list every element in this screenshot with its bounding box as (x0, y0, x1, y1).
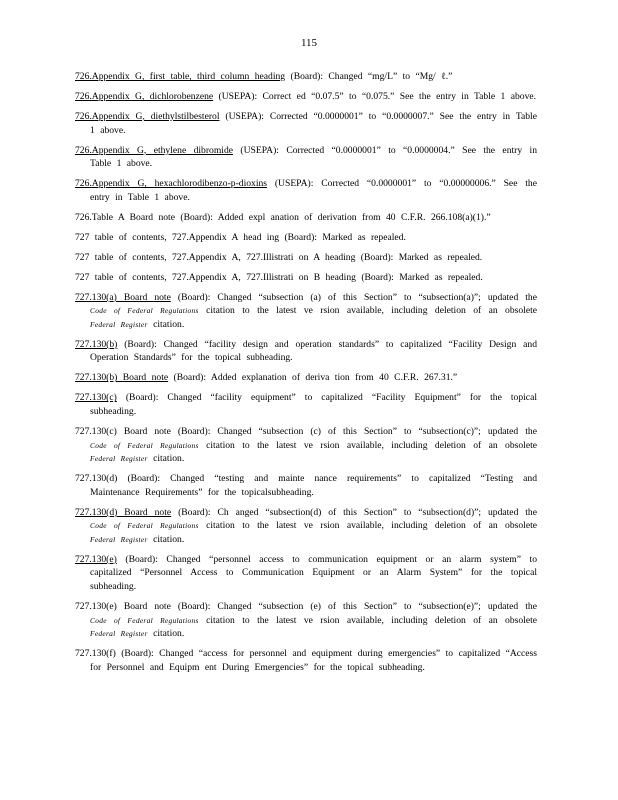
cfr-title: Code of Federal Regulations (90, 521, 199, 531)
entry-text: (Board): Ch anged “subsection(d) of this Section” to “subsection(d)”; updated the (171, 506, 537, 518)
entry-ref: 726.Appendix G, hexachlorodibenzo-p-dioxins (75, 178, 268, 190)
entry-text: (Board): Added explanation of deriva tion from 40 C.F.R. 267.31.” (168, 372, 458, 384)
entry-17 (75, 553, 537, 594)
entry-text: 727.130(f) (Board): Changed “access for personnel and equipment during emergencies” to capitalized “Access for Personnel and Equipm ent During Emergencies” for the topical subheading. (75, 648, 537, 673)
entry-text: 726.Table A Board note (Board): Added expl anation of derivation from 40 C.F.R. 266.108(a)(1).” (75, 211, 491, 223)
entry-16 (75, 506, 537, 547)
entry-12 (75, 371, 537, 385)
entry-7 (75, 231, 537, 245)
entry-text: (USEPA): Correct ed “0.07.5” to “0.075.” See the entry in Table 1 above. (213, 90, 537, 102)
entry-text: 727 table of contents, 727.Appendix A, 727.Illistrati on B heading (Board): Marked as repealed. (75, 271, 483, 283)
entry-10 (75, 291, 537, 332)
entry-ref: 726.Appendix G, first table, third column heading (75, 71, 286, 82)
entry-text-2: citation to the latest ve rsion available, including deletion of an obsolete (198, 520, 538, 532)
page-number: 115 (300, 37, 318, 49)
entry-11 (75, 338, 537, 365)
entry-text: 727 table of contents, 727.Appendix A head ing (Board): Marked as repealed. (75, 231, 406, 243)
entry-text: 727 table of contents, 727.Appendix A, 727.Illistrati on A heading (Board): Marked as repealed. (75, 251, 483, 263)
cfr-title: Code of Federal Regulations (90, 440, 199, 450)
entry-ref: 727.130(b) Board note (75, 372, 169, 384)
entry-ref: 727.130(c) (75, 392, 117, 404)
entry-text-2: citation to the latest ve rsion available, including deletion of an obsolete (198, 305, 538, 317)
entry-14 (75, 425, 537, 466)
entry-text-3: citation. (147, 628, 185, 640)
entry-text-3: citation. (147, 533, 185, 545)
entry-ref: 726.Appendix G, ethylene dibromide (75, 144, 234, 156)
entry-text: (USEPA): Corrected “0.0000001” to “0.0000007.” See the entry in Table 1 above. (90, 110, 537, 136)
federal-register-title: Federal Register (90, 454, 148, 464)
entry-4 (75, 144, 537, 171)
entry-9 (75, 271, 537, 285)
entry-ref: 727.130(d) Board note (75, 506, 172, 518)
entry-19 (75, 647, 537, 674)
entry-ref: 726.Appendix G, diethylstilbesterol (75, 110, 220, 122)
entry-15 (75, 472, 537, 499)
entry-6 (75, 211, 537, 225)
entry-1 (75, 70, 537, 84)
entry-text-2: citation to the latest ve rsion available, including deletion of an obsolete (198, 439, 538, 451)
cfr-title: Code of Federal Regulations (90, 306, 199, 316)
entry-13 (75, 391, 537, 418)
entry-text: 727.130(d) (Board): Changed “testing and mainte nance requirements” to capitalized “Testing and Maintenance Requirements” for the topicalsubheading. (75, 473, 537, 498)
entry-5 (75, 177, 537, 204)
entry-8 (75, 251, 537, 265)
cfr-title: Code of Federal Regulations (90, 615, 199, 625)
entry-text-3: citation. (147, 453, 185, 465)
entry-text: 727.130(c) Board note (Board): Changed “subsection (c) of this Section” to “subsection(c)”; updated the (75, 425, 537, 437)
federal-register-title: Federal Register (90, 534, 148, 544)
federal-register-title: Federal Register (90, 319, 148, 329)
entry-ref: 727.130(b) (75, 338, 118, 350)
entry-ref: 727.130(e) (75, 553, 117, 565)
entry-ref: 726.Appendix G, dichlorobenzene (75, 90, 214, 102)
entry-3 (75, 110, 537, 137)
entry-text-2: citation to the latest ve rsion available, including deletion of an obsolete (198, 614, 538, 626)
entry-text: (Board): Changed “personnel access to communication equipment or an alarm system” to capitalized “Personnel Access to Communication Equipment or an Alarm System” for the topical subheading. (90, 553, 537, 593)
entry-ref: 727.130(a) Board note (75, 291, 171, 303)
entry-text: (USEPA): Corrected “0.0000001” to “0.00000006.” See the entry in Table 1 above. (90, 178, 537, 203)
entry-text: (Board): Changed “mg/L” to “Mg/ ℓ.” (285, 71, 453, 82)
entry-text: (Board): Changed “subsection (a) of this Section” to “subsection(a)”; updated the (170, 291, 537, 303)
entry-18 (75, 600, 537, 641)
entry-text: (Board): Changed “facility design and operation standards” to capitalized “Facility Design and Operation Standards” for the topical subheading. (90, 338, 537, 364)
entry-text: 727.130(e) Board note (Board): Changed “subsection (e) of this Section” to “subsection(e)”; updated the (75, 601, 537, 613)
entry-2 (75, 90, 537, 104)
entry-text: (USEPA): Corrected “0.0000001” to “0.0000004.” See the entry in Table 1 above. (90, 144, 537, 170)
federal-register-title: Federal Register (90, 629, 148, 639)
entry-text-3: citation. (147, 318, 185, 330)
amendment-entries (75, 70, 537, 681)
entry-text: (Board): Changed “facility equipment” to capitalized “Facility Equipment” for the topical subheading. (90, 392, 537, 417)
